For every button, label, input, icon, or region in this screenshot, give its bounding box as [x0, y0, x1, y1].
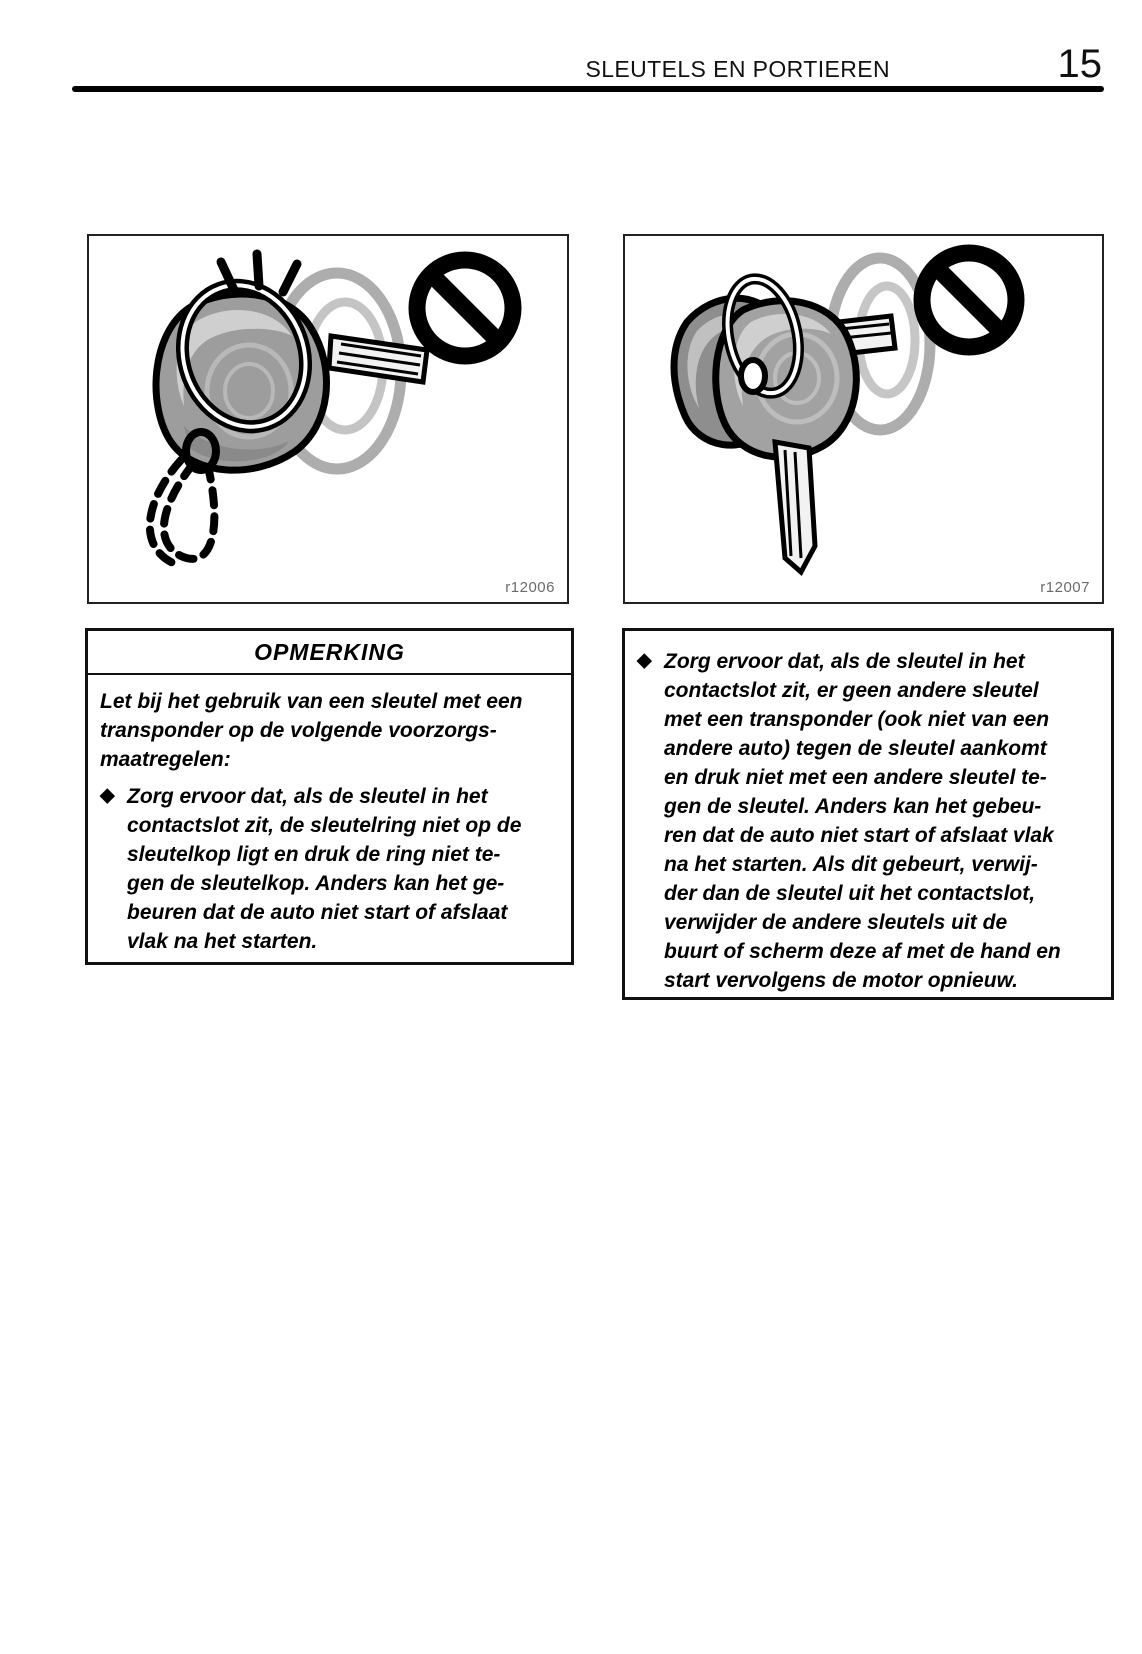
- bullet-line: verwijder de andere sleutels uit de: [664, 911, 1008, 934]
- bullet-line: gen de sleutelkop. Anders kan het ge-: [127, 872, 505, 895]
- bullet-line: der dan de sleutel uit het contactslot,: [664, 882, 1036, 905]
- note-intro-line: Let bij het gebruik van een sleutel met een: [100, 690, 523, 713]
- emphasis-marks-icon: [221, 254, 297, 292]
- bullet-line: met een transponder (ook niet van een: [664, 708, 1050, 731]
- bullet-line: contactslot zit, er geen andere sleutel: [664, 679, 1039, 702]
- second-key-blade: [775, 442, 815, 572]
- bullet-line: Zorg ervoor dat, als de sleutel in het: [664, 650, 1025, 673]
- header-rule: [72, 86, 1104, 92]
- bullet-line: contactslot zit, de sleutelring niet op de: [127, 814, 522, 837]
- note-intro-line: transponder op de volgende voorzorgs-: [100, 719, 497, 742]
- bullet-line: na het starten. Als dit gebeurt, verwij-: [664, 853, 1038, 876]
- note-title: OPMERKING: [88, 631, 571, 675]
- bullet-line: sleutelkop ligt en druk de ring niet te-: [127, 843, 501, 866]
- note-bullet-item: [100, 782, 563, 956]
- bullet-diamond-icon: ◆: [100, 785, 115, 806]
- note-box-right: [622, 628, 1114, 1000]
- bullet-line: buurt of scherm deze af met de hand en: [664, 940, 1061, 963]
- page-number: 15: [1057, 42, 1102, 86]
- note-body: [88, 675, 571, 956]
- bullet-line: andere auto) tegen de sleutel aankomt: [664, 737, 1047, 760]
- bullet-line: en druk niet met een andere sleutel te-: [664, 766, 1047, 789]
- note-bullet-item: [637, 647, 1105, 995]
- prohibition-icon: [922, 253, 1016, 347]
- bullet-line: vlak na het starten.: [127, 930, 318, 953]
- figure-key-ring-on-keyhead: [87, 234, 569, 604]
- key-ring-hole: [741, 360, 765, 392]
- figure-two-keys-touching: [623, 234, 1104, 604]
- bullet-line: start vervolgens de motor opnieuw.: [664, 969, 1018, 992]
- note-box-opmerking: [85, 628, 574, 965]
- bullet-line: beuren dat de auto niet start of afslaat: [127, 901, 508, 924]
- key-blade: [329, 336, 427, 382]
- bullet-line: gen de sleutel. Anders kan het gebeu-: [664, 795, 1042, 818]
- figure-label: r12007: [1040, 579, 1090, 596]
- bullet-line: Zorg ervoor dat, als de sleutel in het: [127, 785, 488, 808]
- key-illustration: [625, 236, 1102, 602]
- bullet-diamond-icon: ◆: [637, 650, 652, 671]
- figure-label: r12006: [505, 579, 555, 596]
- key-illustration: [89, 236, 567, 602]
- bullet-line: ren dat de auto niet start of afslaat vlak: [664, 824, 1054, 847]
- note-body: [625, 631, 1111, 995]
- note-intro-line: maatregelen:: [100, 748, 231, 771]
- prohibition-icon: [417, 260, 513, 356]
- page-header-title: SLEUTELS EN PORTIEREN: [585, 56, 890, 82]
